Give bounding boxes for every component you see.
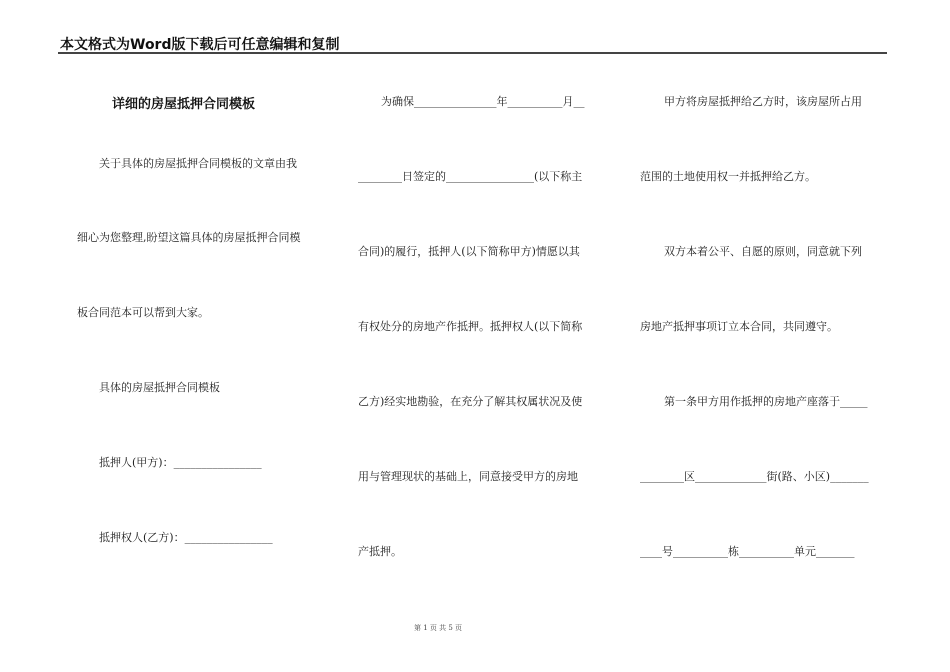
- paragraph-line: 甲方将房屋抵押给乙方时，该房屋所占用: [664, 95, 862, 108]
- paragraph-line: 板合同范本可以帮到大家。: [77, 306, 209, 319]
- paragraph-line: 乙方)经实地勘验，在充分了解其权属状况及使: [358, 395, 583, 408]
- paragraph-line: 细心为您整理,盼望这篇具体的房屋抵押合同模: [77, 231, 301, 244]
- paragraph-line: 产抵押。: [358, 545, 402, 558]
- paragraph-line: 有权处分的房地产作抵押。抵押权人(以下简称: [358, 320, 583, 333]
- paragraph-line: 具体的房屋抵押合同模板: [99, 381, 220, 394]
- paragraph-line: 用与管理现状的基础上，同意接受甲方的房地: [358, 470, 578, 483]
- paragraph-line: 第一条甲方用作抵押的房地产座落于_____: [664, 395, 868, 408]
- paragraph-line: 抵押人(甲方)：________________: [99, 456, 262, 469]
- document-banner: 本文格式为Word版下载后可任意编辑和复制: [60, 37, 340, 53]
- page-indicator: 第 1 页 共 5 页: [414, 624, 463, 632]
- paragraph-line: 抵押权人(乙方)：________________: [99, 531, 273, 544]
- paragraph-line: 合同)的履行，抵押人(以下简称甲方)情愿以其: [358, 245, 580, 258]
- paragraph-line: 范围的土地使用权一并抵押给乙方。: [640, 170, 816, 183]
- paragraph-line: 房地产抵押事项订立本合同，共同遵守。: [640, 320, 838, 333]
- paragraph-line: ________区_____________街(路、小区)_______: [640, 470, 869, 483]
- header-divider: [58, 52, 887, 54]
- paragraph-line: ________日签定的________________(以下称主: [358, 170, 583, 183]
- paragraph-line: 关于具体的房屋抵押合同模板的文章由我: [99, 157, 297, 170]
- paragraph-line: 双方本着公平、自愿的原则，同意就下列: [664, 245, 862, 258]
- paragraph-line: 为确保_______________年__________月__: [381, 95, 585, 108]
- document-title: 详细的房屋抵押合同模板: [112, 97, 256, 112]
- paragraph-line: ____号__________栋__________单元_______: [640, 545, 855, 558]
